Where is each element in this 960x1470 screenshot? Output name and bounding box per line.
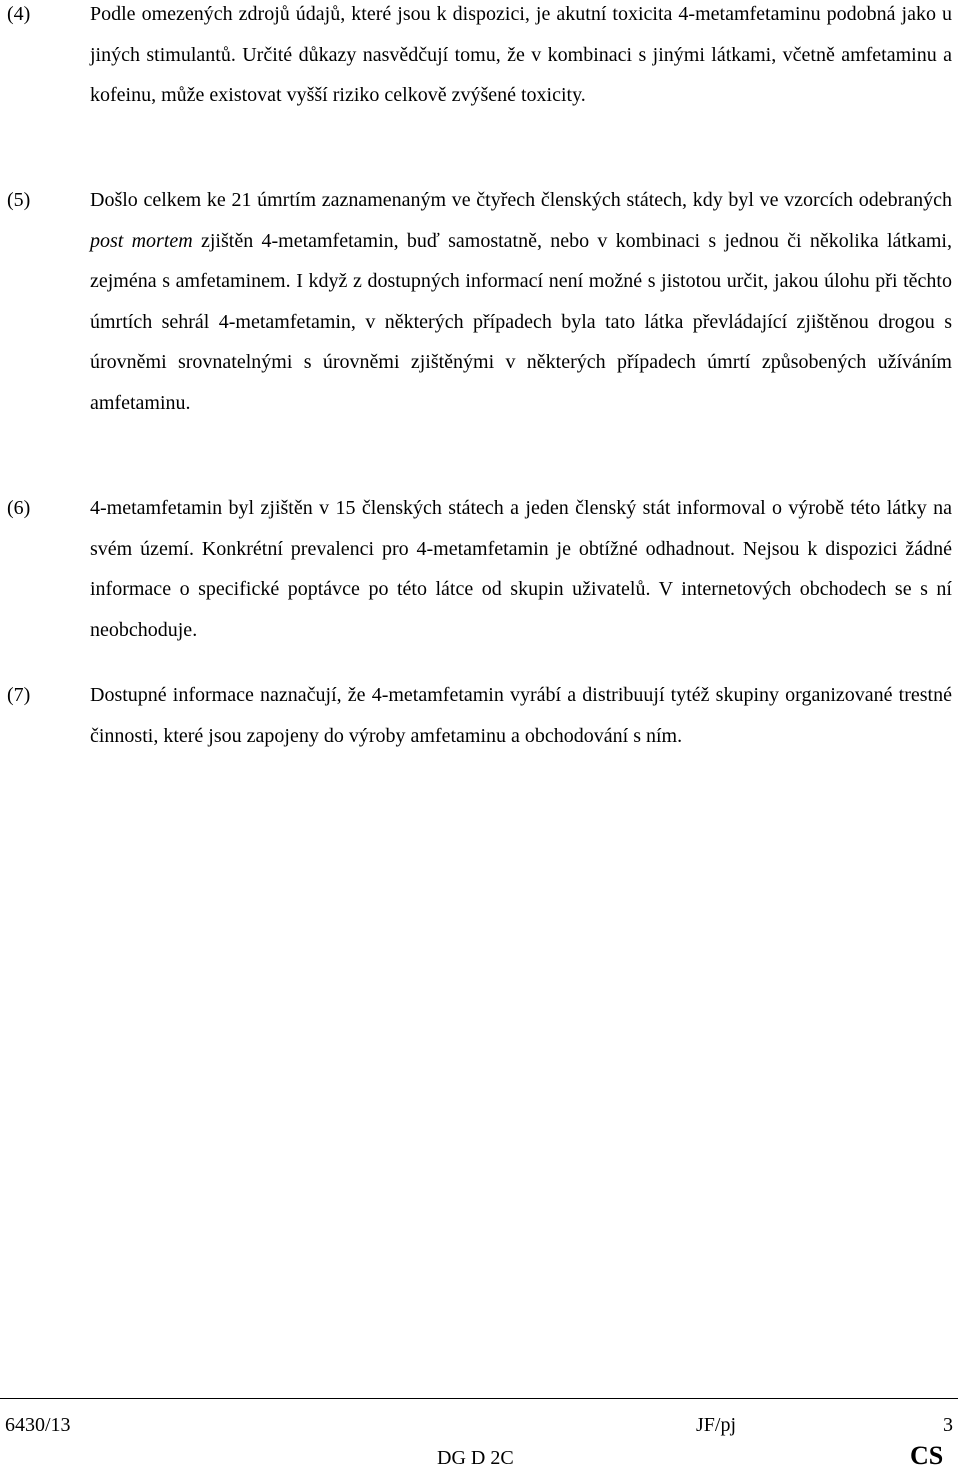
footer-directorate: DG D 2C <box>437 1447 514 1469</box>
footer-doc-number: 6430/13 <box>5 1414 71 1436</box>
footer-page-number: 3 <box>943 1414 953 1436</box>
footer-divider <box>0 1398 958 1399</box>
paragraph-text <box>90 180 952 424</box>
text-segment: Došlo celkem ke 21 úmrtím zaznamenaným ve čtyřech členských státech, kdy byl ve vzorcích odebraných <box>90 189 952 211</box>
text-segment: zjištěn 4-metamfetamin, buď samostatně, nebo v kombinaci s jednou či několika látkami, zejména s amfetaminem. I když z dostupných informací není možné s jistotou určit, jakou úlohu při těchto úmrtích sehrál 4-metamfetamin, v některých případech byla tato látka převládající zjištěnou drogou s úrovněmi srovnatelnými s úrovněmi zjištěnými v některých případech úmrtí způsobených užíváním amfetaminu. <box>90 229 952 414</box>
paragraph-number: (4) <box>7 3 31 25</box>
paragraph-number: (7) <box>7 684 31 706</box>
italic-term: post mortem <box>90 229 193 252</box>
paragraph-number: (5) <box>7 189 31 211</box>
footer-initials: JF/pj <box>696 1414 737 1436</box>
paragraph-text: 4-metamfetamin byl zjištěn v 15 členských státech a jeden členský stát informoval o výrobě této látky na svém území. Konkrétní prevalenci pro 4-metamfetamin je obtížné odhadnout. Nejsou k dispozici žádné informace o specifické poptávce po této látce od skupin uživatelů. V internetových obchodech se s ní neobchoduje. <box>90 497 952 641</box>
footer-language-code: CS <box>910 1441 944 1470</box>
paragraph-text: Podle omezených zdrojů údajů, které jsou k dispozici, je akutní toxicita 4-metamfetaminu podobná jako u jiných stimulantů. Určité důkazy nasvědčují tomu, že v kombinaci s jinými látkami, včetně amfetaminu a kofeinu, může existovat vyšší riziko celkově zvýšené toxicity. <box>90 3 952 107</box>
paragraph-number: (6) <box>7 497 31 519</box>
paragraph-text: Dostupné informace naznačují, že 4-metamfetamin vyrábí a distribuují tytéž skupiny organizované trestné činnosti, které jsou zapojeny do výroby amfetaminu a obchodování s ním. <box>90 684 952 747</box>
